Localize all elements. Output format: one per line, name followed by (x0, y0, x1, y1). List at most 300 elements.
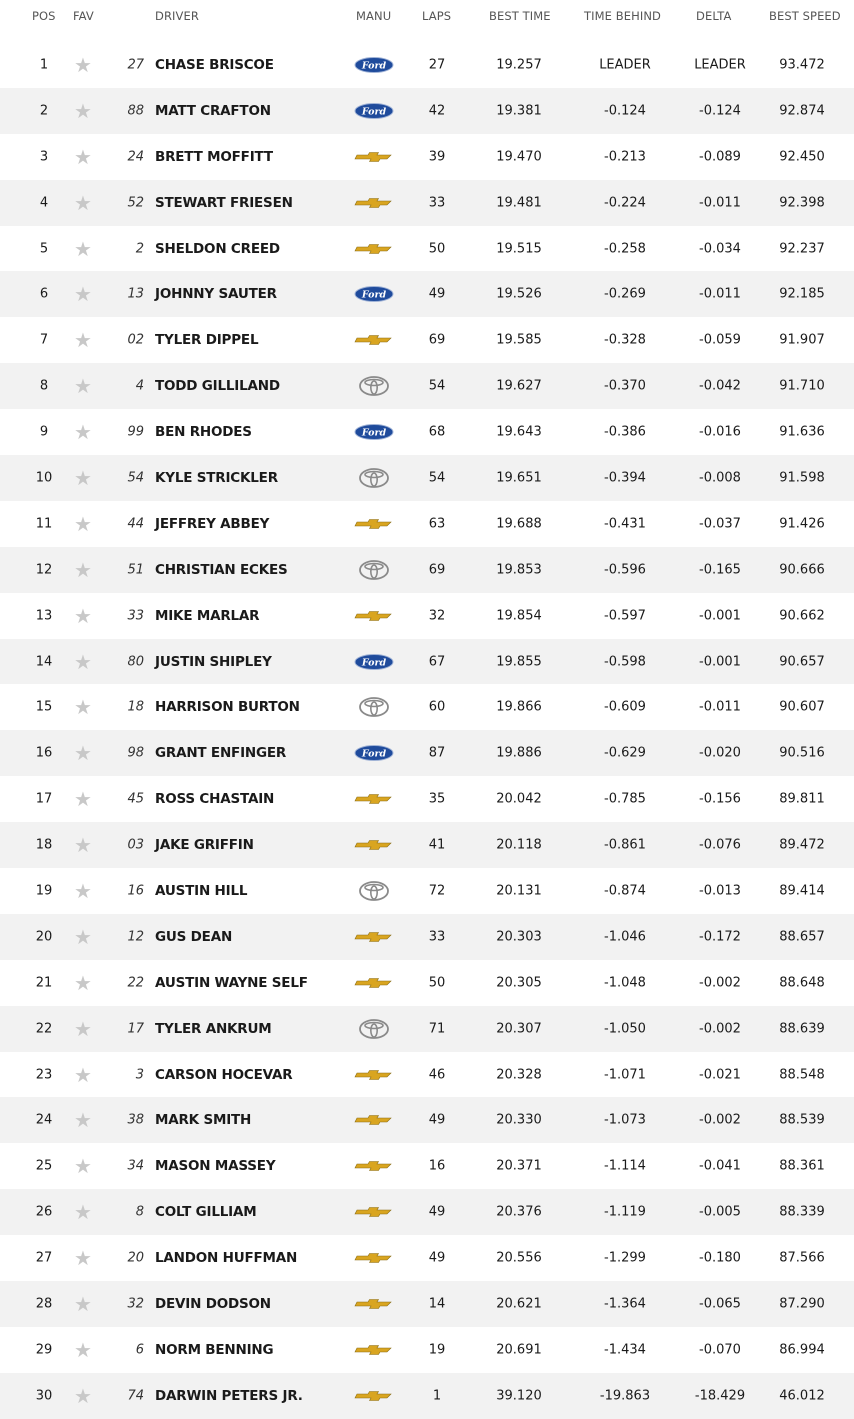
position: 23 (35, 1067, 53, 1083)
car-number: 38 (127, 1112, 144, 1128)
best-time: 19.866 (496, 699, 542, 715)
time-behind: -0.596 (604, 562, 646, 578)
best-speed: 90.516 (779, 745, 825, 761)
delta: -0.041 (699, 1158, 741, 1174)
favorite-star-icon[interactable]: ★ (74, 98, 92, 123)
best-time: 19.651 (496, 470, 542, 486)
laps: 41 (428, 837, 446, 853)
car-number: 32 (127, 1296, 144, 1312)
table-row (0, 271, 854, 317)
laps: 69 (428, 332, 446, 348)
favorite-star-icon[interactable]: ★ (74, 1200, 92, 1225)
position: 7 (39, 332, 49, 348)
position: 29 (35, 1342, 53, 1358)
best-speed: 88.361 (779, 1158, 825, 1174)
best-speed: 93.472 (779, 57, 825, 73)
table-row (0, 593, 854, 639)
best-time: 19.627 (496, 378, 542, 394)
chevrolet-bowtie-icon (353, 514, 395, 534)
laps: 71 (428, 1021, 446, 1037)
table-row (0, 134, 854, 180)
car-number: 74 (127, 1388, 144, 1404)
table-row (0, 42, 854, 88)
table-row (0, 547, 854, 593)
driver-name[interactable]: JUSTIN SHIPLEY (155, 653, 272, 670)
favorite-star-icon[interactable]: ★ (74, 420, 92, 445)
table-row (0, 180, 854, 226)
delta: -0.021 (699, 1067, 741, 1083)
table-row (0, 684, 854, 730)
table-row (0, 1281, 854, 1327)
favorite-star-icon[interactable]: ★ (74, 924, 92, 949)
car-number: 8 (135, 1204, 144, 1220)
time-behind: -0.224 (604, 195, 646, 211)
manufacturer-logo (353, 606, 395, 626)
car-number: 22 (127, 975, 144, 991)
manufacturer-logo (353, 881, 395, 901)
position: 16 (35, 745, 53, 761)
driver-name[interactable]: CARSON HOCEVAR (155, 1066, 293, 1083)
favorite-star-icon[interactable]: ★ (74, 511, 92, 536)
position: 13 (35, 608, 53, 624)
header-manu[interactable]: MANU (356, 9, 392, 23)
favorite-star-icon[interactable]: ★ (74, 190, 92, 215)
chevrolet-bowtie-icon (353, 835, 395, 855)
position: 10 (35, 470, 53, 486)
driver-name[interactable]: CHRISTIAN ECKES (155, 561, 288, 578)
position: 22 (35, 1021, 53, 1037)
chevrolet-bowtie-icon (353, 193, 395, 213)
driver-name[interactable]: JAKE GRIFFIN (155, 837, 254, 854)
driver-name[interactable]: AUSTIN HILL (155, 882, 248, 899)
header-time-behind[interactable]: TIME BEHIND (584, 9, 662, 23)
position: 21 (35, 975, 53, 991)
time-behind: -0.431 (604, 516, 646, 532)
favorite-star-icon[interactable]: ★ (74, 52, 92, 77)
laps: 87 (428, 745, 446, 761)
car-number: 34 (127, 1158, 144, 1174)
driver-name[interactable]: JEFFREY ABBEY (155, 515, 270, 532)
time-behind: -0.258 (604, 241, 646, 256)
car-number: 33 (127, 608, 144, 624)
best-speed: 90.607 (779, 699, 825, 715)
time-behind: -19.863 (599, 1388, 651, 1404)
delta: -0.013 (699, 883, 741, 899)
best-speed: 88.639 (779, 1021, 825, 1037)
time-behind: -1.046 (604, 929, 646, 945)
ford-logo-icon (353, 652, 395, 672)
manufacturer-logo (353, 101, 395, 121)
driver-name[interactable]: JOHNNY SAUTER (155, 286, 277, 303)
header-laps[interactable]: LAPS (422, 9, 452, 23)
manufacturer-logo (353, 743, 395, 763)
favorite-star-icon[interactable]: ★ (74, 970, 92, 995)
car-number: 52 (127, 195, 144, 211)
best-time: 19.526 (496, 286, 542, 302)
best-time: 19.470 (496, 149, 542, 165)
manufacturer-logo (353, 973, 395, 993)
chevrolet-bowtie-icon (353, 1202, 395, 1222)
chevrolet-bowtie-icon (353, 1294, 395, 1314)
time-behind: -1.050 (604, 1021, 646, 1037)
best-time: 19.381 (496, 103, 542, 119)
delta: -0.001 (699, 654, 741, 670)
svg-text:Ford: Ford (361, 748, 387, 760)
laps: 27 (428, 57, 446, 73)
favorite-star-icon[interactable]: ★ (74, 695, 92, 720)
laps: 46 (428, 1067, 446, 1083)
table-row (0, 317, 854, 363)
svg-text:Ford: Ford (361, 656, 387, 668)
chevrolet-bowtie-icon (353, 1065, 395, 1085)
time-behind: -0.861 (604, 837, 646, 853)
manufacturer-logo (353, 835, 395, 855)
favorite-star-icon[interactable]: ★ (74, 144, 92, 169)
favorite-star-icon[interactable]: ★ (74, 328, 92, 353)
table-header (0, 0, 854, 42)
best-time: 19.481 (496, 195, 542, 211)
manufacturer-logo (353, 652, 395, 672)
time-behind: -0.609 (604, 699, 646, 715)
favorite-star-icon[interactable]: ★ (74, 603, 92, 628)
manufacturer-logo (353, 927, 395, 947)
best-time: 20.330 (496, 1112, 542, 1128)
time-behind: -0.269 (604, 286, 646, 302)
laps: 49 (428, 1204, 446, 1220)
position: 26 (35, 1204, 53, 1220)
driver-name[interactable]: COLT GILLIAM (155, 1204, 257, 1221)
car-number: 17 (127, 1021, 144, 1037)
best-time: 20.328 (496, 1067, 542, 1083)
time-behind: -0.629 (604, 745, 646, 761)
toyota-logo-icon (353, 560, 395, 580)
delta: -18.429 (694, 1388, 746, 1404)
best-time: 19.257 (496, 57, 542, 73)
delta: -0.059 (699, 332, 741, 348)
delta: -0.002 (699, 1112, 741, 1128)
delta: -0.070 (699, 1342, 741, 1358)
delta: -0.172 (699, 929, 741, 945)
position: 1 (39, 57, 49, 73)
best-speed: 88.539 (779, 1112, 825, 1128)
best-speed: 90.657 (779, 654, 825, 670)
time-behind: -0.785 (604, 791, 646, 807)
best-time: 20.131 (496, 883, 542, 899)
delta: -0.002 (699, 975, 741, 991)
delta: -0.005 (699, 1204, 741, 1220)
best-time: 39.120 (496, 1388, 542, 1404)
chevrolet-bowtie-icon (353, 1340, 395, 1360)
best-time: 19.688 (496, 516, 542, 532)
car-number: 24 (127, 149, 144, 165)
time-behind: -0.386 (604, 424, 646, 440)
ford-logo-icon (353, 743, 395, 763)
manufacturer-logo (353, 147, 395, 167)
delta: -0.156 (699, 791, 741, 807)
best-speed: 88.648 (779, 975, 825, 991)
position: 18 (35, 837, 53, 853)
time-behind: -1.299 (604, 1250, 646, 1266)
driver-name[interactable]: MARK SMITH (155, 1112, 252, 1129)
delta: -0.065 (699, 1296, 741, 1312)
position: 14 (35, 654, 53, 670)
delta: -0.165 (699, 562, 741, 578)
car-number: 12 (127, 929, 144, 945)
driver-name[interactable]: DARWIN PETERS JR. (155, 1387, 303, 1404)
manufacturer-logo (353, 55, 395, 75)
car-number: 18 (127, 699, 144, 715)
delta: -0.037 (699, 516, 741, 532)
header-delta[interactable]: DELTA (696, 9, 732, 23)
delta: LEADER (694, 57, 746, 73)
favorite-star-icon[interactable]: ★ (74, 374, 92, 399)
time-behind: -1.119 (604, 1204, 646, 1220)
car-number: 03 (127, 837, 144, 853)
delta: -0.076 (699, 837, 741, 853)
best-speed: 89.472 (779, 837, 825, 853)
best-time: 19.853 (496, 562, 542, 578)
best-speed: 92.185 (779, 286, 825, 302)
laps: 72 (428, 883, 446, 899)
laps: 14 (428, 1296, 446, 1312)
chevrolet-bowtie-icon (353, 239, 395, 259)
best-time: 19.515 (496, 241, 542, 256)
favorite-star-icon[interactable]: ★ (74, 1062, 92, 1087)
best-speed: 91.426 (779, 516, 825, 532)
table-row (0, 1052, 854, 1098)
table-row (0, 363, 854, 409)
car-number: 4 (135, 378, 144, 394)
chevrolet-bowtie-icon (353, 973, 395, 993)
laps: 49 (428, 286, 446, 302)
driver-name[interactable]: TYLER DIPPEL (155, 332, 259, 349)
driver-name[interactable]: GUS DEAN (155, 928, 233, 945)
header-best-speed[interactable]: BEST SPEED (769, 9, 841, 23)
position: 17 (35, 791, 53, 807)
driver-name[interactable]: MASON MASSEY (155, 1158, 276, 1175)
best-speed: 91.907 (779, 332, 825, 348)
chevrolet-bowtie-icon (353, 1156, 395, 1176)
laps: 33 (428, 929, 446, 945)
position: 27 (35, 1250, 53, 1266)
favorite-star-icon[interactable]: ★ (74, 1016, 92, 1041)
favorite-star-icon[interactable]: ★ (74, 741, 92, 766)
table-row (0, 960, 854, 1006)
car-number: 20 (127, 1250, 144, 1266)
best-time: 20.305 (496, 975, 542, 991)
manufacturer-logo (353, 1340, 395, 1360)
best-time: 19.585 (496, 332, 542, 348)
svg-text:Ford: Ford (361, 289, 387, 301)
time-behind: -0.213 (604, 149, 646, 165)
laps: 32 (428, 608, 446, 624)
delta: -0.124 (699, 103, 741, 119)
laps: 50 (428, 241, 446, 256)
driver-name[interactable]: MATT CRAFTON (155, 102, 271, 119)
header-pos[interactable]: POS (32, 9, 56, 23)
manufacturer-logo (353, 514, 395, 534)
best-time: 20.556 (496, 1250, 542, 1266)
chevrolet-bowtie-icon (353, 789, 395, 809)
laps: 39 (428, 149, 446, 165)
position: 5 (39, 241, 49, 256)
best-speed: 92.398 (779, 195, 825, 211)
laps: 54 (428, 470, 446, 486)
time-behind: -0.597 (604, 608, 646, 624)
favorite-star-icon[interactable]: ★ (74, 1383, 92, 1408)
favorite-star-icon[interactable]: ★ (74, 282, 92, 307)
time-behind: -0.598 (604, 654, 646, 670)
favorite-star-icon[interactable]: ★ (74, 1154, 92, 1179)
favorite-star-icon[interactable]: ★ (74, 649, 92, 674)
laps: 33 (428, 195, 446, 211)
favorite-star-icon[interactable]: ★ (74, 465, 92, 490)
chevrolet-bowtie-icon (353, 330, 395, 350)
chevrolet-bowtie-icon (353, 606, 395, 626)
best-speed: 89.414 (779, 883, 825, 899)
favorite-star-icon[interactable]: ★ (74, 1337, 92, 1362)
table-row (0, 1143, 854, 1189)
best-speed: 90.662 (779, 608, 825, 624)
car-number: 44 (127, 516, 144, 532)
position: 3 (39, 149, 49, 165)
table-row (0, 639, 854, 685)
best-time: 20.307 (496, 1021, 542, 1037)
car-number: 02 (127, 332, 144, 348)
header-fav[interactable]: FAV (73, 9, 94, 23)
table-row (0, 914, 854, 960)
best-time: 20.303 (496, 929, 542, 945)
table-row (0, 1189, 854, 1235)
driver-name[interactable]: HARRISON BURTON (155, 699, 300, 716)
table-row (0, 1097, 854, 1143)
laps: 67 (428, 654, 446, 670)
manufacturer-logo (353, 1386, 395, 1406)
position: 24 (35, 1112, 53, 1128)
best-time: 20.621 (496, 1296, 542, 1312)
table-row (0, 730, 854, 776)
laps: 49 (428, 1112, 446, 1128)
driver-name[interactable]: NORM BENNING (155, 1341, 274, 1358)
best-speed: 88.339 (779, 1204, 825, 1220)
chevrolet-bowtie-icon (353, 1386, 395, 1406)
time-behind: -1.071 (604, 1067, 646, 1083)
driver-name[interactable]: MIKE MARLAR (155, 607, 260, 624)
time-behind: -1.073 (604, 1112, 646, 1128)
manufacturer-logo (353, 1202, 395, 1222)
delta: -0.089 (699, 149, 741, 165)
favorite-star-icon[interactable]: ★ (74, 1108, 92, 1133)
laps: 50 (428, 975, 446, 991)
best-time: 19.886 (496, 745, 542, 761)
svg-text:Ford: Ford (361, 60, 387, 72)
best-time: 20.042 (496, 791, 542, 807)
delta: -0.002 (699, 1021, 741, 1037)
table-row (0, 868, 854, 914)
chevrolet-bowtie-icon (353, 147, 395, 167)
best-speed: 87.290 (779, 1296, 825, 1312)
time-behind: -1.434 (604, 1342, 646, 1358)
driver-name[interactable]: TYLER ANKRUM (155, 1020, 272, 1037)
laps: 35 (428, 791, 446, 807)
manufacturer-logo (353, 193, 395, 213)
chevrolet-bowtie-icon (353, 927, 395, 947)
driver-name[interactable]: KYLE STRICKLER (155, 469, 278, 486)
laps: 63 (428, 516, 446, 532)
delta: -0.020 (699, 745, 741, 761)
best-time: 20.376 (496, 1204, 542, 1220)
favorite-star-icon[interactable]: ★ (74, 557, 92, 582)
manufacturer-logo (353, 1110, 395, 1130)
manufacturer-logo (353, 1019, 395, 1039)
driver-name[interactable]: GRANT ENFINGER (155, 745, 287, 762)
laps: 1 (432, 1388, 442, 1404)
best-time: 19.643 (496, 424, 542, 440)
manufacturer-logo (353, 1248, 395, 1268)
best-speed: 87.566 (779, 1250, 825, 1266)
manufacturer-logo (353, 284, 395, 304)
favorite-star-icon[interactable]: ★ (74, 1246, 92, 1271)
driver-name[interactable]: ROSS CHASTAIN (155, 791, 275, 808)
driver-name[interactable]: AUSTIN WAYNE SELF (155, 974, 308, 991)
car-number: 45 (127, 791, 144, 807)
delta: -0.008 (699, 470, 741, 486)
driver-name[interactable]: LANDON HUFFMAN (155, 1250, 298, 1267)
position: 28 (35, 1296, 53, 1312)
driver-name[interactable]: CHASE BRISCOE (155, 56, 274, 73)
results-table (0, 42, 854, 1419)
chevrolet-bowtie-icon (353, 1110, 395, 1130)
header-best-time[interactable]: BEST TIME (489, 9, 551, 23)
position: 4 (39, 195, 49, 211)
favorite-star-icon[interactable]: ★ (74, 833, 92, 858)
favorite-star-icon[interactable]: ★ (74, 236, 92, 261)
table-row (0, 409, 854, 455)
header-driver[interactable]: DRIVER (155, 9, 199, 23)
driver-name[interactable]: DEVIN DODSON (155, 1295, 271, 1312)
driver-name[interactable]: STEWART FRIESEN (155, 194, 293, 211)
manufacturer-logo (353, 1294, 395, 1314)
best-time: 19.855 (496, 654, 542, 670)
delta: -0.011 (699, 286, 741, 302)
favorite-star-icon[interactable]: ★ (74, 1291, 92, 1316)
delta: -0.001 (699, 608, 741, 624)
driver-name[interactable]: BRETT MOFFITT (155, 148, 273, 165)
time-behind: -0.370 (604, 378, 646, 394)
best-speed: 90.666 (779, 562, 825, 578)
table-row (0, 1235, 854, 1281)
driver-name[interactable]: TODD GILLILAND (155, 378, 280, 395)
driver-name[interactable]: BEN RHODES (155, 424, 252, 441)
chevrolet-bowtie-icon (353, 1248, 395, 1268)
manufacturer-logo (353, 468, 395, 488)
position: 2 (39, 103, 49, 119)
best-speed: 92.450 (779, 149, 825, 165)
laps: 54 (428, 378, 446, 394)
car-number: 80 (127, 654, 144, 670)
manufacturer-logo (353, 376, 395, 396)
driver-name[interactable]: SHELDON CREED (155, 240, 280, 257)
favorite-star-icon[interactable]: ★ (74, 878, 92, 903)
time-behind: -0.328 (604, 332, 646, 348)
table-row (0, 455, 854, 501)
best-speed: 92.237 (779, 241, 825, 256)
manufacturer-logo (353, 330, 395, 350)
best-speed: 88.657 (779, 929, 825, 945)
manufacturer-logo (353, 239, 395, 259)
favorite-star-icon[interactable]: ★ (74, 787, 92, 812)
manufacturer-logo (353, 789, 395, 809)
